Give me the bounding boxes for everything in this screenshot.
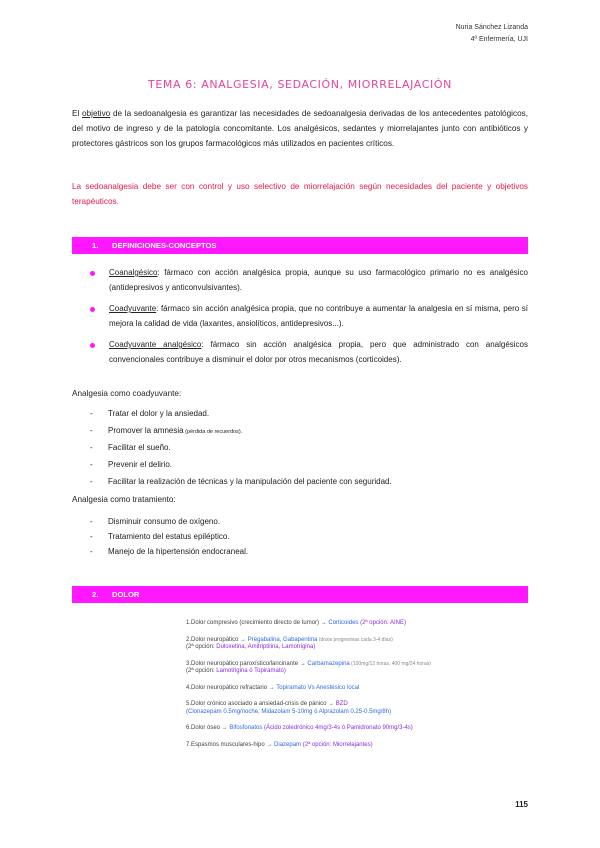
definition-text: : fármaco sin acción analgésica propia, pero que administrado con analgésicos convencionales contribuye a disminuir el dolor por otros mecanismos (corticoides).	[109, 340, 529, 364]
intro-prefix: El	[72, 109, 83, 118]
definition-text: : fármaco sin acción analgésica propia, que no contribuye a aumentar la analgesia en sí misma, pero sí mejora la calidad de vida (laxantes, ansiolíticos, antidepresivos...).	[109, 304, 528, 328]
intro-keyword: objetivo	[82, 109, 111, 118]
intro-rest: de la sedoanalgesia es garantizar las necesidades de sedoanalgesia derivadas de los antecedentes patológicos, del motivo de ingreso y de la patología concomitante. Los analgésicos, sedantes y miorrelajantes junto con antibióticos y protectores gástricos son los grupos farmacológicos más utilizados en pacientes críticos.	[72, 109, 528, 148]
tratamiento-title: Analgesia como tratamiento:	[72, 495, 176, 504]
section-label: DOLOR	[112, 590, 140, 599]
definition-item	[90, 302, 528, 331]
section-label: DEFINICIONES-CONCEPTOS	[112, 241, 217, 250]
definition-item	[90, 338, 528, 367]
pain-row: 5.Dolor crónico asociado a ansiedad-crisis de pánico → BZD (Clonazepam 0.5mg/noche, Midazolam 5-10mg ó Alprazolam 0.25-0.5mg/8h)	[186, 701, 392, 715]
list-item: - Tratamiento del estatus epiléptico.	[90, 532, 230, 541]
list-item: - Facilitar el sueño.	[90, 443, 171, 452]
list-item: - Facilitar la realización de técnicas y la manipulación del paciente con seguridad.	[90, 477, 392, 486]
pain-row: 6.Dolor óseo → Bifosfonatos (Ácido zoledrónico 4mg/3-4s ó Pamidronato 90mg/3-4s)	[186, 725, 413, 731]
definition-term: Coanalgésico	[109, 268, 158, 277]
list-item: - Disminuir consumo de oxígeno.	[90, 517, 221, 526]
section-header-dolor	[72, 586, 528, 603]
bullet-dot	[90, 343, 95, 348]
warning-paragraph: La sedoanalgesia debe ser con control y uso selectivo de miorrelajación según necesidades del paciente y objetivos terapéuticos.	[72, 182, 528, 206]
author-name: Nuria Sánchez Lizanda	[455, 24, 528, 31]
definition-text: : fármaco con acción analgésica propia, aunque su uso farmacológico primario no es analgésico (antidepresivos y anticonvulsivantes).	[109, 268, 528, 292]
definitions-list	[90, 266, 528, 374]
list-item: - Promover la amnesia (pérdida de recuerdos).	[90, 426, 243, 435]
pain-treatment-figure	[186, 620, 486, 758]
course-name: 4º Enfermería, UJI	[470, 36, 528, 43]
page-title: TEMA 6: ANALGESIA, SEDACIÓN, MIORRELAJACIÓN	[148, 78, 452, 91]
tratamiento-list	[90, 514, 528, 559]
list-item: - Manejo de la hipertensión endocraneal.	[90, 547, 249, 556]
section-number: 1.	[92, 241, 99, 250]
coadyuvante-title: Analgesia como coadyuvante:	[72, 389, 182, 398]
definition-term: Coadyuvante	[109, 304, 157, 313]
bullet-dot	[90, 271, 95, 276]
list-item: - Tratar el dolor y la ansiedad.	[90, 409, 210, 418]
section-header-definiciones	[72, 237, 528, 254]
coadyuvante-list	[90, 406, 528, 491]
definition-term: Coadyuvante analgésico	[109, 340, 202, 349]
pain-row: 7.Espasmos musculares-hipo → Diazepam (2ª opción: Miorrelajantes)	[186, 741, 373, 748]
definition-item	[90, 266, 528, 295]
intro-paragraph	[72, 106, 528, 151]
pain-row: 2.Dolor neuropático → Pregabalina, Gabapentina (dosis progresivas cada 3-4 días) (2ª opción: Duloxetina, Amitriptilina, Lamotrigina)	[186, 636, 393, 650]
pain-row: 3.Dolor neuropático paroxístico/lancinante → Carbamazepina (100mg/12 horas, 400 mg/24 horas) (2ª opción: Lamotrigina ó Topiramato)	[186, 660, 431, 674]
bullet-dot	[90, 307, 95, 312]
page-number: 115	[515, 800, 528, 809]
page-header	[456, 22, 528, 46]
section-number: 2.	[92, 590, 99, 599]
list-item: - Prevenir el delirio.	[90, 460, 173, 469]
pain-row: 4.Dolor neuropático refractario → Topiramato Vs Anestésico local	[186, 684, 360, 691]
pain-row: 1.Dolor compresivo (crecimiento directo de tumor) → Corticoides (2ª opción: AINE)	[186, 620, 406, 626]
